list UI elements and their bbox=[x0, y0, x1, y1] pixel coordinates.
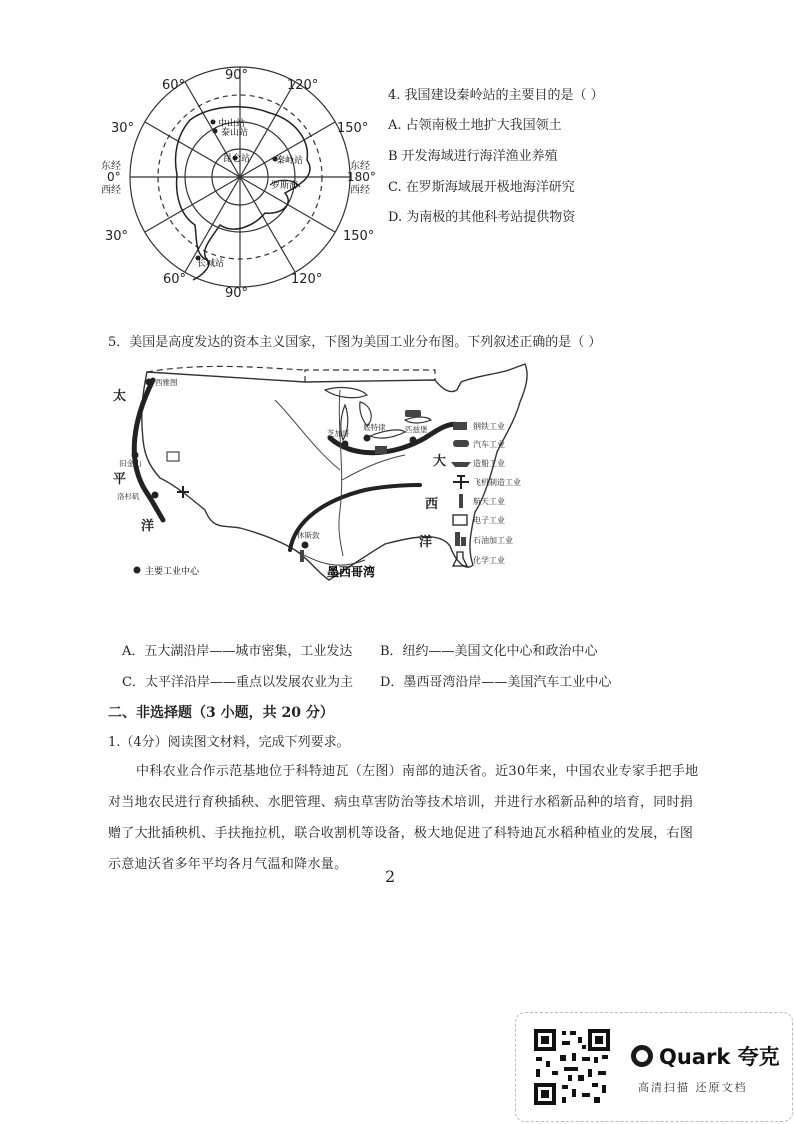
deg-label-bot-90: 90° bbox=[225, 286, 249, 300]
reading-passage bbox=[108, 756, 708, 880]
map-oil-icon bbox=[300, 550, 304, 562]
q5-option-d: D．墨西哥湾沿岸——美国汽车工业中心 bbox=[380, 675, 612, 690]
houston-label: 休斯敦 bbox=[297, 531, 320, 540]
q4-option-b: B 开发海域进行海洋渔业养殖 bbox=[388, 149, 558, 164]
passage-line-1: 中科农业合作示范基地位于科特迪瓦（左图）南部的迪沃省。近30年来，中国农业专家手把手地 bbox=[136, 764, 699, 779]
section2-title: 二、非选择题（3 小题，共 20 分） bbox=[108, 705, 334, 721]
q4-option-a: A. 占领南极土地扩大我国领土 bbox=[388, 118, 562, 133]
legend-electronics: 电子工业 bbox=[473, 516, 505, 525]
q5-stem: 5．美国是高度发达的资本主义国家，下图为美国工业分布图。下列叙述正确的是（ ） bbox=[108, 335, 602, 350]
lake-superior bbox=[325, 388, 367, 398]
chicago-label: 芝加哥 bbox=[327, 429, 350, 438]
computer-icon bbox=[453, 515, 467, 525]
map-computer-icon bbox=[167, 452, 179, 461]
seattle-label: 西雅图 bbox=[155, 378, 178, 387]
deg-label-left-30: 30° bbox=[111, 121, 135, 136]
deg-label-left-30b: 30° bbox=[105, 229, 129, 244]
losangeles-label: 洛杉矶 bbox=[117, 492, 140, 501]
section2-q1-stem: 1.（4分）阅读图文材料，完成下列要求。 bbox=[108, 735, 350, 750]
zero-degree-label: 0° bbox=[107, 170, 121, 184]
lake-ontario bbox=[405, 417, 431, 423]
qinling-label: 秦岭站 bbox=[276, 156, 304, 166]
legend-steel: 钢铁工业 bbox=[473, 422, 505, 431]
right-180-label: 180° bbox=[347, 170, 376, 184]
q4-stem: 4. 我国建设秦岭站的主要目的是（ ） bbox=[388, 88, 604, 103]
steel-icon bbox=[453, 422, 467, 430]
sanfrancisco-marker bbox=[132, 452, 139, 459]
legend-center-label: 主要工业中心 bbox=[145, 567, 200, 577]
atlantic-char-1: 大 bbox=[433, 454, 447, 469]
quark-logo-icon bbox=[631, 1045, 653, 1067]
right-east-label: 东经 bbox=[350, 161, 370, 172]
us-industry-map bbox=[105, 360, 545, 595]
quark-scan-badge bbox=[515, 1012, 793, 1122]
pacific-char-1: 太 bbox=[113, 389, 127, 404]
right-west-label: 西经 bbox=[350, 185, 370, 196]
west-longitude-label: 西经 bbox=[101, 185, 121, 196]
deg-label-top-90: 90° bbox=[225, 68, 249, 83]
atlantic-char-2: 西 bbox=[425, 497, 439, 512]
pittsburgh-marker bbox=[410, 437, 417, 444]
us-outline bbox=[142, 364, 527, 580]
taishan-label: 泰山站 bbox=[221, 128, 249, 138]
quark-caption: 高清扫描 还原文档 bbox=[638, 1081, 748, 1094]
houston-marker bbox=[302, 542, 309, 549]
pittsburgh-label: 匹兹堡 bbox=[405, 425, 428, 434]
detroit-marker bbox=[364, 435, 371, 442]
q5-option-a: A．五大湖沿岸——城市密集，工业发达 bbox=[122, 644, 353, 659]
deg-label-bot-120: 120° bbox=[291, 272, 323, 287]
legend-oil: 石油加工业 bbox=[473, 536, 513, 545]
detroit-label: 底特律 bbox=[363, 423, 386, 432]
ohio-river bbox=[342, 455, 405, 480]
map-steel-icon bbox=[375, 446, 387, 454]
sanfrancisco-label: 旧金山 bbox=[119, 459, 142, 468]
greatwall-label: 长城站 bbox=[197, 259, 225, 269]
great-lakes-industry-belt bbox=[330, 424, 460, 452]
antarctica-polar-map bbox=[95, 65, 385, 300]
ross-sea-label: 罗斯海 bbox=[271, 181, 299, 191]
zhongshan-label: 中山站 bbox=[218, 119, 246, 129]
map-car-icon bbox=[405, 410, 421, 417]
deg-label-right-150b: 150° bbox=[343, 229, 375, 244]
ship-icon bbox=[451, 462, 471, 467]
deg-label-top-120: 120° bbox=[287, 78, 319, 93]
pacific-char-3: 洋 bbox=[141, 519, 155, 534]
rocket-icon bbox=[459, 494, 463, 508]
losangeles-marker bbox=[152, 492, 159, 499]
passage-line-2: 对当地农民进行育秧插秧、水肥管理、病虫草害防治等技术培训，并进行水稻新品种的培育，同时捐 bbox=[108, 795, 694, 810]
gulf-of-mexico-label: 墨西哥湾 bbox=[327, 565, 376, 579]
seattle-marker bbox=[146, 379, 153, 386]
east-longitude-label: 东经 bbox=[101, 161, 121, 172]
deg-label-top-60: 60° bbox=[162, 78, 186, 93]
kunlun-label: 昆仑站 bbox=[223, 154, 251, 164]
legend-chemical: 化学工业 bbox=[473, 556, 505, 565]
deg-label-bot-60: 60° bbox=[163, 272, 187, 287]
pacific-char-2: 平 bbox=[113, 472, 127, 487]
airplane-icon bbox=[453, 475, 469, 489]
taishan-station-marker bbox=[213, 129, 218, 134]
q5-option-c: C．太平洋沿岸——重点以发展农业为主 bbox=[122, 675, 353, 690]
page-number: 2 bbox=[385, 867, 396, 886]
atlantic-char-3: 洋 bbox=[419, 535, 433, 550]
legend-auto: 汽车工业 bbox=[473, 440, 505, 449]
passage-line-4: 示意迪沃省多年平均各月气温和降水量。 bbox=[108, 857, 348, 872]
legend-aerospace: 航天工业 bbox=[473, 497, 505, 506]
legend-aircraft: 飞机制造工业 bbox=[473, 478, 521, 487]
oil-refinery-icon bbox=[455, 532, 460, 546]
qr-code-icon bbox=[532, 1027, 612, 1107]
chicago-marker bbox=[342, 441, 349, 448]
quark-brand-text: Quark 夸克 bbox=[659, 1045, 780, 1069]
legend-center-dot bbox=[134, 567, 141, 574]
q4-option-c: C. 在罗斯海域展开极地海洋研究 bbox=[388, 180, 575, 195]
passage-line-3: 赠了大批插秧机、手扶拖拉机，联合收割机等设备，极大地促进了科特迪瓦水稻种植业的发展，右图 bbox=[108, 826, 694, 841]
zhongshan-station-marker bbox=[211, 120, 216, 125]
quark-logo bbox=[631, 1041, 780, 1071]
car-icon bbox=[453, 440, 469, 447]
q4-option-d: D. 为南极的其他科考站提供物资 bbox=[388, 210, 576, 225]
legend-ship: 造船工业 bbox=[473, 459, 505, 468]
q5-option-b: B．纽约——美国文化中心和政治中心 bbox=[380, 644, 598, 659]
deg-label-right-150: 150° bbox=[337, 121, 369, 136]
